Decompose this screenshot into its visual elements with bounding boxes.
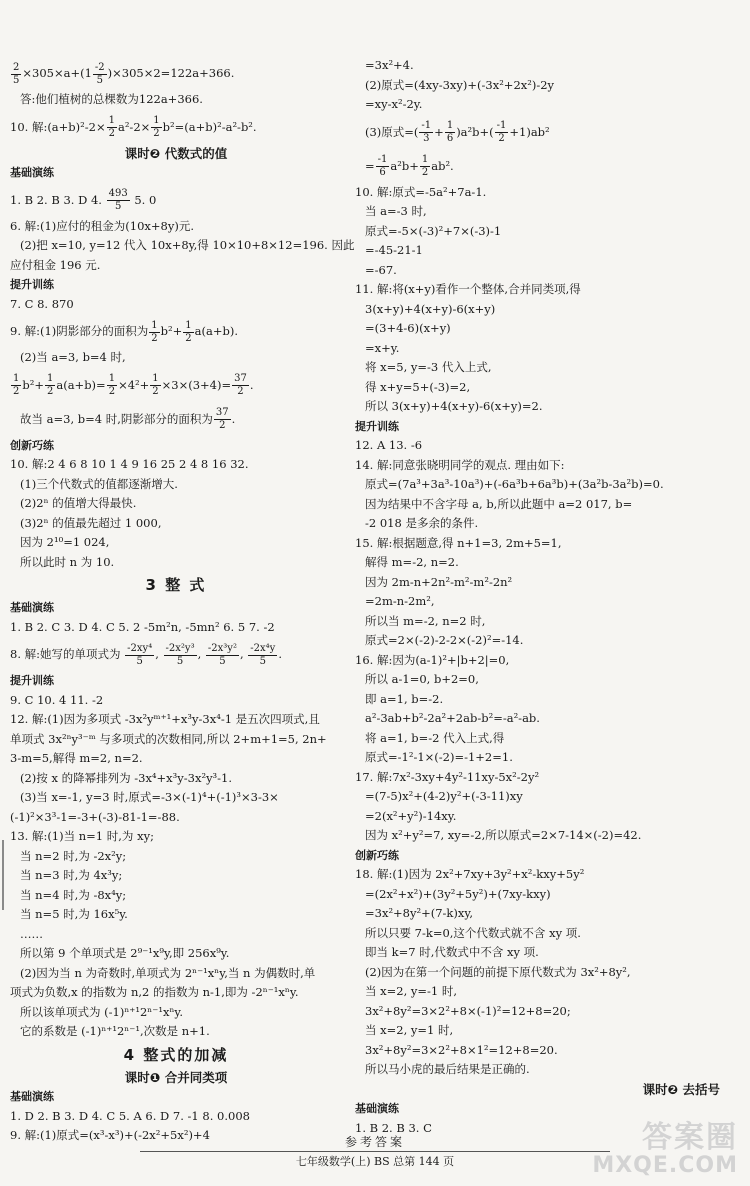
watermark-url: MXQE.COM [592, 1153, 738, 1178]
fraction: $\frac{-2}{5}$ [94, 61, 105, 86]
answer-line: (3)原式=( $\frac{-1}{3}$ + $\frac{1}{6}$ )a²b+( $\frac{-1}{2}$ +1)ab² [365, 120, 550, 144]
answer-line: 8. 解:她写的单项式为 $\frac{\text{-2xy⁴}}{5}$ , $\frac{\text{-2x²y³}}{5}$ , $\frac{\text{-2x³y²}}{5}$ , $\frac{\text{-2x⁴y}}{5}$ . [10, 642, 282, 667]
answer-line: 原式=-1²-1×(-2)=-1+2=1. [365, 750, 513, 764]
answer-line: (3)2ⁿ 的值最先超过 1 000, [20, 515, 162, 530]
footer-rule [140, 1151, 610, 1152]
subsection-header: 创新巧练 [355, 848, 399, 862]
subsection-header: 基础演练 [355, 1102, 399, 1115]
answer-line: …… [20, 926, 43, 941]
fraction: $\frac{-1}{2}$ [496, 120, 507, 144]
answer-line: =3x²+8y²+(7-k)xy, [365, 906, 473, 920]
subsection-header: 提升训练 [355, 419, 399, 433]
answer-line: 所以马小虎的最后结果是正确的. [365, 1062, 530, 1076]
answer-line: 当 x=2, y=-1 时, [365, 984, 458, 998]
answer-line: $\frac{1}{2}$ b²+ $\frac{1}{2}$ a(a+b)= $\frac{1}{2}$ ×4²+ $\frac{1}{2}$ ×3×(3+4)= $\frac{37}{2}$ . [13, 373, 254, 397]
subsection-header: 基础演练 [10, 1090, 54, 1103]
answer-line: 3-m=5,解得 m=2, n=2. [10, 751, 143, 765]
answer-line: 项式为负数,x 的指数为 n,2 的指数为 n-1,即为 -2ⁿ⁻¹xⁿy. [10, 985, 299, 999]
answer-line: 12. A 13. -6 [355, 438, 423, 452]
answer-line: (2)因为在第一个问题的前提下原代数式为 3x²+8y², [365, 964, 631, 979]
subsection-header: 基础演练 [10, 166, 54, 179]
answer-line: 9. C 10. 4 11. -2 [10, 692, 104, 707]
fraction: $\frac{2}{5}$ [13, 61, 20, 86]
fraction: $\frac{\text{-2x⁴y}}{5}$ [250, 642, 276, 667]
answer-line: 当 x=2, y=1 时, [365, 1023, 454, 1037]
answer-line: 1. B 2. C 3. D 4. C 5. 2 -5m²n, -5mn² 6. 5 7. -2 [10, 619, 275, 634]
answer-line: 18. 解:(1)因为 2x²+7xy+3y²+x²-kxy+5y² [355, 867, 585, 881]
answer-line: 14. 解:同意张晓明同学的观点. 理由如下: [355, 457, 565, 472]
answer-line: 答:他们植树的总棵数为122a+366. [20, 92, 203, 106]
answer-line: 9. 解:(1)阴影部分的面积为 $\frac{1}{2}$ b²+ $\frac{1}{2}$ a(a+b). [10, 319, 238, 344]
answer-line: 原式=-5×(-3)²+7×(-3)-1 [365, 223, 502, 238]
answer-line: 当 a=-3 时, [365, 204, 427, 218]
lesson-title: 课时❷ 代数式的值 [124, 145, 228, 161]
answer-line: 故当 a=3, b=4 时,阴影部分的面积为 $\frac{37}{2}$ . [20, 407, 236, 431]
answer-line: 原式=2×(-2)-2-2×(-2)²=-14. [365, 633, 524, 647]
fraction: $\frac{1}{2}$ [421, 154, 429, 178]
answer-line: 10. 解:2 4 6 8 10 1 4 9 16 25 2 4 8 16 32. [10, 457, 249, 471]
answer-line: 6. 解:(1)应付的租金为(10x+8y)元. [10, 218, 194, 233]
answer-line: 因为 x²+y²=7, xy=-2,所以原式=2×7-14×(-2)=42. [365, 828, 642, 842]
answer-line: 将 x=5, y=-3 代入上式, [365, 360, 492, 374]
answer-line: 所以此时 n 为 10. [20, 554, 115, 569]
answer-line: (3)当 x=-1, y=3 时,原式=-3×(-1)⁴+(-1)³×3-3× [20, 790, 279, 804]
fraction: $\frac{\text{-2x³y²}}{5}$ [207, 642, 237, 667]
answer-line: 11. 解:将(x+y)看作一个整体,合并同类项,得 [355, 282, 581, 296]
right-column [355, 56, 740, 1138]
fraction: $\frac{1}{2}$ [108, 115, 115, 139]
answer-line: 即当 k=7 时,代数式中不含 xy 项. [365, 945, 539, 959]
answer-line: 当 n=5 时,为 16x⁵y. [20, 907, 128, 921]
answer-line: =x+y. [365, 340, 400, 355]
answer-line: =-45-21-1 [365, 243, 423, 257]
answer-line: =2(x²+y²)-14xy. [365, 808, 457, 823]
answer-line: 10. 解:(a+b)²-2× $\frac{1}{2}$ a²-2× $\frac{1}{2}$ b²=(a+b)²-a²-b². [10, 115, 257, 139]
fraction: $\frac{37}{2}$ [234, 373, 247, 397]
answer-line: 它的系数是 (-1)ⁿ⁺¹2ⁿ⁻¹,次数是 n+1. [20, 1024, 210, 1038]
fraction: $\frac{37}{2}$ [215, 407, 229, 431]
answer-line: 15. 解:根据题意,得 n+1=3, 2m+5=1, [355, 535, 562, 550]
fraction: $\frac{-1}{6}$ [377, 154, 388, 178]
answer-line: 因为 2m-n+2n²-m²-m²-2n² [365, 574, 513, 589]
answer-line: 13. 解:(1)当 n=1 时,为 xy; [10, 829, 154, 843]
answer-line: 12. 解:(1)因为多项式 -3x²yᵐ⁺¹+x³y-3x⁴-1 是五次四项式,且 [10, 712, 320, 726]
fraction: $\frac{\text{-2xy⁴}}{5}$ [127, 642, 153, 667]
answer-line: =3x²+4. [365, 58, 414, 72]
answer-line: (-1)²×3³-1=-3+(-3)-81-1=-88. [10, 809, 180, 824]
answer-line: 3x²+8y²=3×2²+8×1²=12+8=20. [365, 1042, 558, 1057]
answer-line: 1. D 2. B 3. D 4. C 5. A 6. D 7. -1 8. 0.008 [10, 1108, 250, 1123]
answer-line: 3(x+y)+4(x+y)-6(x+y) [365, 301, 496, 316]
answer-line: 当 n=3 时,为 4x³y; [20, 868, 123, 882]
answer-line: 10. 解:原式=-5a²+7a-1. [355, 184, 487, 199]
subsection-header: 提升训练 [10, 278, 54, 291]
answer-line: 1. B 2. B 3. D 4. $\frac{493}{5}$ 5. 0 [10, 188, 157, 212]
answer-line: 16. 解:因为(a-1)²+|b+2|=0, [355, 652, 510, 667]
answer-line: =-67. [365, 262, 397, 277]
lesson-title: 课时❶ 合并同类项 [124, 1069, 228, 1085]
left-column [10, 56, 355, 1146]
fraction: $\frac{1}{2}$ [13, 373, 20, 397]
fraction: $\frac{1}{2}$ [153, 115, 160, 139]
answer-line: 当 n=4 时,为 -8x⁴y; [20, 887, 127, 902]
answer-line: 所以该单项式为 (-1)ⁿ⁺¹2ⁿ⁻¹xⁿy. [20, 1004, 184, 1019]
answer-line: 应付租金 196 元. [10, 257, 101, 272]
fraction: $\frac{1}{6}$ [446, 120, 454, 144]
answer-line: 所以 3(x+y)+4(x+y)-6(x+y)=2. [365, 399, 543, 413]
answer-line: 所以 a-1=0, b+2=0, [365, 672, 479, 686]
answer-line: 1. B 2. B 3. C [355, 1120, 432, 1135]
footer-reference-answers: 参考答案 [344, 1135, 405, 1149]
fraction: $\frac{493}{5}$ [108, 188, 128, 212]
fraction: $\frac{1}{2}$ [151, 319, 158, 344]
watermark [592, 1122, 738, 1178]
fraction: $\frac{\text{-2x²y³}}{5}$ [165, 642, 195, 667]
fraction: $\frac{1}{2}$ [46, 373, 54, 397]
answer-line: 得 x+y=5+(-3)=2, [365, 379, 471, 394]
answer-line: =xy-x²-2y. [365, 97, 423, 111]
subsection-header: 基础演练 [10, 601, 54, 614]
lesson-title: 课时❷ 去括号 [642, 1081, 720, 1097]
page-edge-line [2, 840, 4, 910]
answer-line: =(2x²+x²)+(3y²+5y²)+(7xy-kxy) [365, 886, 551, 901]
answer-line: 解得 m=-2, n=2. [365, 555, 459, 569]
answer-line: a²-3ab+b²-2a²+2ab-b²=-a²-ab. [365, 711, 540, 725]
answer-line: 因为 2¹⁰=1 024, [20, 535, 110, 549]
fraction: $\frac{1}{2}$ [152, 373, 159, 397]
fraction: $\frac{1}{2}$ [108, 373, 116, 397]
fraction: $\frac{1}{2}$ [185, 319, 192, 344]
subsection-header: 创新巧练 [10, 438, 54, 452]
chapter-title: 4 整式的加减 [123, 1045, 229, 1064]
answer-line: -2 018 是多余的条件. [365, 516, 479, 530]
answer-line: 9. 解:(1)原式=(x³-x³)+(-2x²+5x²)+4 [10, 1128, 210, 1142]
answer-line: (1)三个代数式的值都逐渐增大. [20, 476, 178, 491]
answer-line: =(7-5)x²+(4-2)y²+(-3-11)xy [365, 789, 523, 803]
fraction: $\frac{-1}{3}$ [421, 120, 432, 144]
answer-line: 所以当 m=-2, n=2 时, [365, 613, 486, 628]
answer-line: 将 a=1, b=-2 代入上式,得 [365, 730, 505, 745]
answer-line: (2)把 x=10, y=12 代入 10x+8y,得 10×10+8×12=196. 因此 [20, 238, 355, 252]
chapter-title: 3 整 式 [145, 576, 207, 594]
answer-line: (2)按 x 的降幂排列为 -3x⁴+x³y-3x²y³-1. [20, 770, 233, 785]
answer-line: 3x²+8y²=3×2²+8×(-1)²=12+8=20; [365, 1003, 571, 1018]
answer-line: (2)当 a=3, b=4 时, [20, 350, 126, 364]
answer-line: 所以第 9 个单项式是 2⁹⁻¹x⁹y,即 256x⁹y. [20, 946, 230, 960]
subsection-header: 提升训练 [10, 674, 54, 687]
footer-page-info: 七年级数学(上) BS 总第 144 页 [295, 1155, 455, 1168]
answer-line: =(3+4-6)(x+y) [365, 321, 451, 335]
answer-line: 当 n=2 时,为 -2x²y; [20, 848, 127, 863]
answer-line: 所以只要 7-k=0,这个代数式就不含 xy 项. [365, 925, 581, 940]
answer-line: 即 a=1, b=-2. [365, 691, 444, 706]
answer-line: = $\frac{-1}{6}$ a²b+ $\frac{1}{2}$ ab². [365, 154, 454, 178]
watermark-logo: 答案圈 [642, 1120, 738, 1155]
answer-line: 原式=(7a³+3a³-10a³)+(-6a³b+6a³b)+(3a²b-3a²b)=0. [365, 477, 664, 491]
answer-line: 单项式 3x²ⁿy³⁻ᵐ 与多项式的次数相同,所以 2+m+1=5, 2n+ [10, 731, 327, 746]
answer-line: (2)原式=(4xy-3xy)+(-3x²+2x²)-2y [365, 77, 555, 92]
answer-line: (2)2ⁿ 的值增大得最快. [20, 496, 137, 510]
answer-line: (2)因为当 n 为奇数时,单项式为 2ⁿ⁻¹xⁿy,当 n 为偶数时,单 [20, 965, 316, 980]
answer-line: 7. C 8. 870 [10, 296, 74, 311]
answer-line: 17. 解:7x²-3xy+4y²-11xy-5x²-2y² [355, 769, 540, 784]
answer-line: 因为结果中不含字母 a, b,所以此题中 a=2 017, b= [365, 496, 633, 511]
answer-line: $\frac{2}{5}$ ×305×a+(1 $\frac{-2}{5}$ )×305×2=122a+366. [13, 61, 235, 86]
answer-line: =2m-n-2m², [365, 594, 435, 608]
